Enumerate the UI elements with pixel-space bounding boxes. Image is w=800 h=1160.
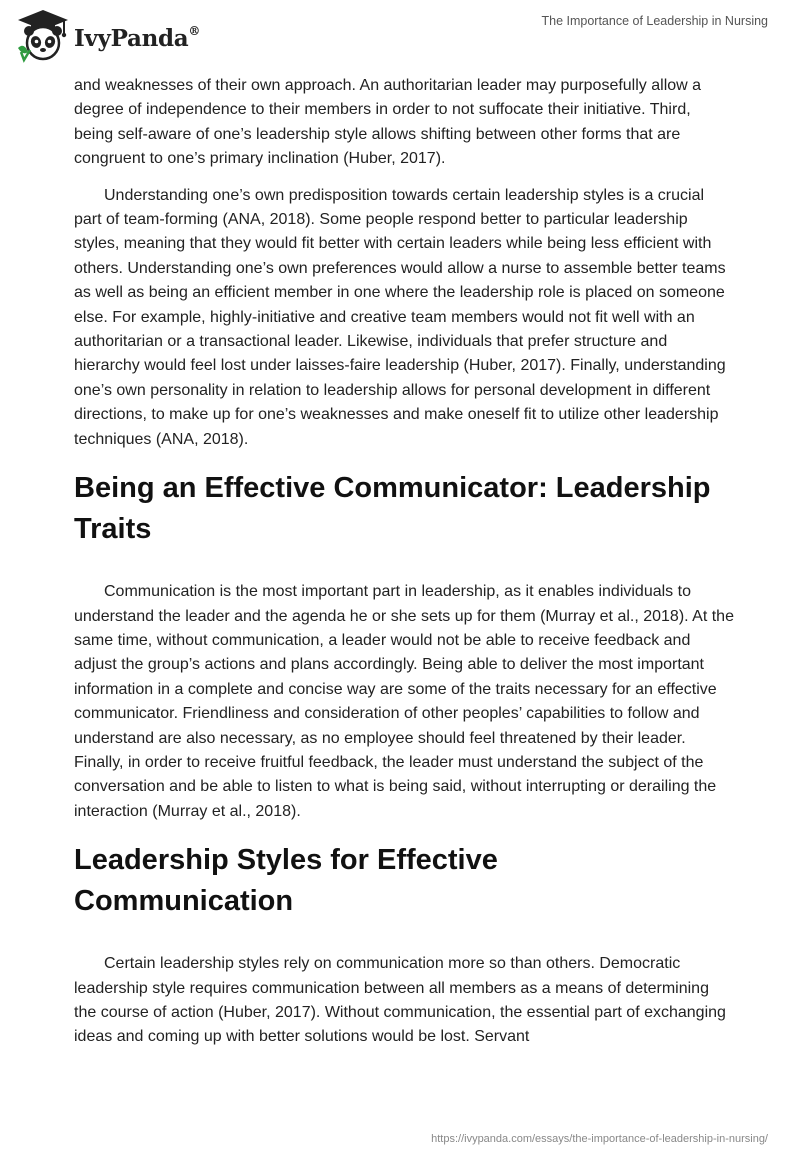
source-url[interactable]: https://ivypanda.com/essays/the-importance-of-leadership-in-nursing/ [431, 1133, 768, 1145]
registered-mark: ® [188, 23, 201, 38]
paragraph: Certain leadership styles rely on communication more so than others. Democratic leadership style requires communication between all members as a means of determining the course of action (Huber, 2017). Without communication, the essential part of exchanging ideas and coming up with better solutions would be lost. Servant [74, 955, 726, 1046]
brand-name: IvyPanda® [74, 23, 201, 52]
paragraph: Communication is the most important part in leadership, as it enables individuals to understand the leader and the agenda he or she sets up for them (Murray et al., 2018). At the same time, without communication, a leader would not be able to receive feedback and adjust the group’s actions and plans accordingly. Being able to deliver the most important information in a complete and concise way are some of the traits necessary for an effective communicator. Friendliness and consideration of other peoples’ capabilities to follow and understand are also necessary, as no employee should feel threatened by their leader. Finally, in order to receive fruitful feedback, the leader must understand the subject of the conversation and be able to listen to what is being said, without interrupting or derailing the interaction (Murray et al., 2018). [74, 583, 734, 820]
document-title: The Importance of Leadership in Nursing [541, 14, 768, 28]
page-header [0, 0, 800, 70]
section-heading: Leadership Styles for Effective Communication [74, 844, 498, 918]
paragraph: Understanding one’s own predisposition towards certain leadership styles is a crucial part of team-forming (ANA, 2018). Some people respond better to particular leadership styles, meaning that they would fit better with certain leaders while being less efficient with others. Understanding one’s own preferences would allow a nurse to assemble better teams as well as being an efficient member in one where the leadership role is placed on someone else. For example, highly-initiative and creative team members would not fit well with an authoritarian or a transactional leader. Likewise, individuals that prefer structure and hierarchy would feel lost under laisses-faire leadership (Huber, 2017). Finally, understanding one’s own personality in relation to leadership allows for personal development in different directions, to make up for one’s weaknesses and make oneself fit to utilize other leadership techniques (ANA, 2018). [74, 186, 726, 448]
paragraph: and weaknesses of their own approach. An authoritarian leader may purposefully allow a degree of independence to their members in order to not suffocate their initiative. Third, being self-aware of one’s leadership style allows shifting between other forms that are congruent to one’s primary inclination (Huber, 2017). [74, 77, 702, 168]
section-heading: Being an Effective Communicator: Leadership Traits [74, 472, 711, 546]
panda-graduate-icon [14, 8, 72, 64]
essay-body [74, 74, 734, 1062]
ivypanda-logo[interactable] [14, 8, 200, 64]
